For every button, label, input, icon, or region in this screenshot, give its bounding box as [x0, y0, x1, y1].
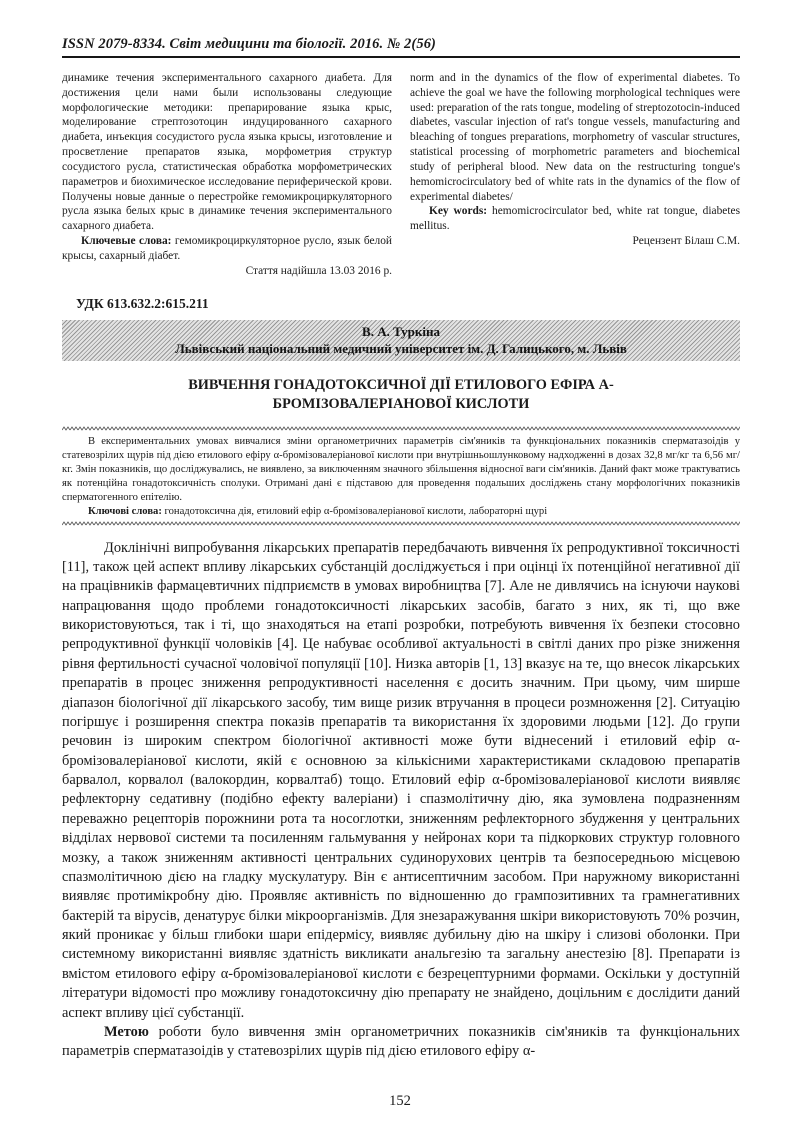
body-paragraph-2-lead: Метою — [104, 1023, 149, 1040]
keywords-ru-label: Ключевые слова: — [81, 235, 172, 248]
keywords-en-text: hemomicrocirculator bed, white rat tongue, diabetes mellitus. — [410, 205, 740, 233]
body-paragraph-1: Доклінічні випробування лікарських препаратів передбачають вивчення їх репродуктивної токсичності [11], також цей аспект впливу лікарських субстанцій досліджується і при оцінці їх потенційної негативної дії на працівників фармацевтичних підприємств в умовах виробництва [7]. Але не дивлячись на існуючи наукові напрацювання щодо проблеми гонадотоксичності лікарських засобів, багато з них, як ті, що вже використовуються, так і ті, що знаходяться на етапі розробки, потребують вивчення їх безпеки стосовно репродуктивної функції чоловіків [4]. Це набуває особливої актуальності в світлі даних про різке зниження рівня фертильності сучасної чоловічої популяції [10]. Низка авторів [1, 13] вказує на те, що внесок лікарських препаратів в процес зниження репродуктивності населення є досить значним. При цьому, чим ширше діапазон біологічної дії лікарського засобу, тим вище ризик втручання в процеси розмноження [2]. Ситуацію погіршує і розширення спектра показів препаратів та використання їх здоровими людьми [12]. До групи речовин із широким спектром біологічної активності може бути віднесений і етиловий ефір α-бромізовалеріанової кислоти, якій є основною за кількісними характеристиками складовою препаратів барвалол, корвалол (валокордин, корвалтаб) тощо. Етиловий ефір α-бромізовалеріанової кислоти виявляє рефлекторну седативну (подібно ефекту валеріани) і спазмолітичну дію, яка зумовлена подразненням переважно рецепторів порожнини рота та носоглотки, зниженням рефлекторного збудження у центральних відділах нервової системи та посиленням гальмування у нейронах кори та підкоркових структур головного мозку, а також зниженням активності центральних судинорухових центрів та безпосередньою місцевою спазмолітичною дією на гладку мускулатуру. Він є антисептичним засобом. При наружному використанні виявляє протимікробну дію. Проявляє активність по відношенню до грампозитивних та грамнегативних бактерій та вірусів, денатурує білки мікроорганізмів. Для знезаражування шкіри використовують 70% розчин, який проникає у більш глибоки шари епідермісу, виявляє дубильну дію на шкіру і слизові оболонки. При системному використанні виявляє здатність викликати анальгезію та загальну анестезію [8]. Препарати із вмістом етилового ефіру α-бромізовалеріанової кислоти є безрецептурними формами. Оскільки у доступній літератури відомості про можливу гонадотоксичну дію препарату не знайдено, доцільним є дослідити даний аспект впливу цієї субстанції. — [62, 539, 740, 1021]
page-number: 152 — [389, 1093, 411, 1109]
article-keywords-text: гонадотоксична дія, етиловий ефір α-бромізовалеріанової кислоти, лабораторні щурі — [161, 505, 548, 517]
abstract-column-english — [410, 71, 740, 249]
reviewer-note: Рецензент Білаш С.М. — [632, 235, 740, 248]
abstract-column-russian — [62, 71, 392, 279]
article-body — [62, 539, 740, 1062]
author-affiliation: Львівський національний медичний університет ім. Д. Галицького, м. Львів — [175, 341, 627, 356]
running-head-rule — [62, 56, 740, 58]
article-title: ВИВЧЕННЯ ГОНАДОТОКСИЧНОЇ ДІЇ ЕТИЛОВОГО ЕФІРА А-БРОМІЗОВАЛЕРІАНОВОЇ КИСЛОТИ — [188, 377, 614, 412]
author-banner — [62, 320, 740, 362]
keywords-ru-line — [62, 234, 392, 264]
author-name: В. А. Туркіна — [362, 323, 440, 339]
keywords-en-label: Key words: — [429, 205, 488, 218]
keywords-en-line — [410, 204, 740, 234]
abstract-en-text: norm and in the dynamics of the flow of experimental diabetes. To achieve the goal we have the following morphological techniques were used: preparation of the rats tongue, modeling of streptozotocin-induced diabetes, vascular injection of rat's tongue vessels, manufacturing and bleaching of tongues preparations, morphometry of vascular structures, statistical processing of morphometric parameters and biochemical study of peripheral blood. New data on the restructuring tongue's hemomicrocirculatory bed of white rats in the dynamics of the flow of experimental diabetes/ — [410, 72, 740, 203]
body-paragraph-2 — [62, 1023, 740, 1062]
body-paragraph-2-text: роботи було вивчення змін органометричних показників сім'яників та функціональних параметрів сперматазоідів у статевозрілих щурів під дією етилового ефіру α- — [62, 1023, 740, 1060]
article-abstract-block — [62, 431, 740, 520]
article-keywords-line — [62, 505, 740, 519]
udc-code: УДК 613.632.2:615.211 — [76, 295, 209, 311]
abstract-bottom-rule — [62, 521, 740, 526]
received-note: Стаття надійшла 13.03 2016 р. — [245, 264, 392, 277]
keywords-ru-text: гемомикроциркуляторное русло, язык белой крысы, сахарный діабет. — [62, 235, 392, 262]
article-keywords-label: Ключові слова: — [88, 505, 162, 517]
running-head: ISSN 2079-8334. Світ медицини та біології. 2016. № 2(56) — [62, 36, 436, 52]
previous-article-abstracts — [62, 71, 740, 279]
article-abstract-text: В експериментальних умовах вивчалися зміни органометричних параметрів сім'яників та функціональних показників сперматазоідів у статевозрілих щурів під дією етилового ефіру α-бромізовалеріанової кислоти при внутрішньошлунковому надходженні в дозах 32,8 мг/кг та 6,56 мг/кг. Змін показників, що досліджувались, не виявлено, за виключенням значного збільшення відносної ваги сім'яників. Даний факт може трактуватись як потенційна гонадотоксичність сполуки. Отримані дані є підставою для проведення подальших досліджень стану морфологічних показників сперматогенного епітелію. — [62, 436, 740, 503]
abstract-ru-text: динамике течения экспериментального сахарного диабета. Для достижения цели нами были использованы следующие морфологические методики: препарирование языка крыс, моделирование стрептозотоцин индуцированного сахарного диабета, инъекция сосудистого русла языка крысы, изготовление и просветление препаратов языка, морфометрия структур сосудистого русла, статистическая обработка морфометрических параметров и биохимическое исследование периферической крови. Получены новые данные о перестройке гемомикроциркуляторного русла языка белых крыс в динамике течения экспериментального сахарного диабета. — [62, 72, 392, 233]
